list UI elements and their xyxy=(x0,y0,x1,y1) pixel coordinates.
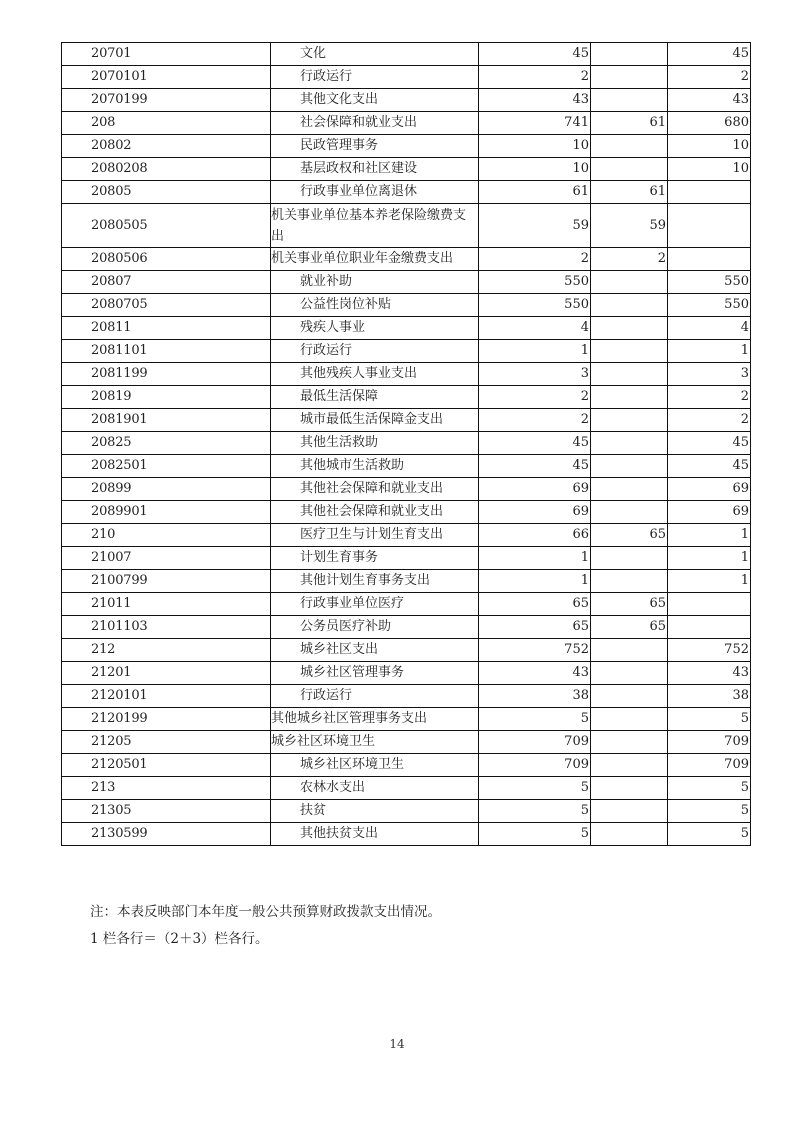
table-row xyxy=(62,593,751,616)
project-expenditure-cell: 709 xyxy=(668,754,751,777)
total-amount-cell: 45 xyxy=(479,455,591,478)
basic-expenditure-cell xyxy=(591,386,668,409)
table-row xyxy=(62,478,751,501)
subject-code-cell: 20805 xyxy=(62,181,271,204)
project-expenditure-cell: 5 xyxy=(668,823,751,846)
project-expenditure-cell: 752 xyxy=(668,639,751,662)
subject-code-cell: 2081199 xyxy=(62,363,271,386)
subject-code-cell: 21011 xyxy=(62,593,271,616)
table-row xyxy=(62,570,751,593)
subject-name-cell: 行政事业单位离退休 xyxy=(271,181,479,204)
total-amount-cell: 43 xyxy=(479,662,591,685)
total-amount-cell: 65 xyxy=(479,593,591,616)
project-expenditure-cell: 2 xyxy=(668,66,751,89)
total-amount-cell: 1 xyxy=(479,340,591,363)
table-row xyxy=(62,731,751,754)
basic-expenditure-cell: 65 xyxy=(591,524,668,547)
basic-expenditure-cell: 61 xyxy=(591,181,668,204)
total-amount-cell: 4 xyxy=(479,317,591,340)
total-amount-cell: 709 xyxy=(479,754,591,777)
total-amount-cell: 5 xyxy=(479,777,591,800)
total-amount-cell: 2 xyxy=(479,248,591,271)
subject-name-cell: 民政管理事务 xyxy=(271,135,479,158)
subject-name-cell: 其他文化支出 xyxy=(271,89,479,112)
subject-name-cell: 行政运行 xyxy=(271,340,479,363)
table-row xyxy=(62,524,751,547)
total-amount-cell: 43 xyxy=(479,89,591,112)
subject-code-cell: 210 xyxy=(62,524,271,547)
table-row xyxy=(62,754,751,777)
subject-name-cell: 计划生育事务 xyxy=(271,547,479,570)
basic-expenditure-cell: 59 xyxy=(591,204,668,248)
budget-expenditure-table xyxy=(61,42,751,846)
table-row xyxy=(62,777,751,800)
page-number: 14 xyxy=(389,1037,405,1051)
basic-expenditure-cell xyxy=(591,432,668,455)
project-expenditure-cell xyxy=(668,181,751,204)
basic-expenditure-cell xyxy=(591,777,668,800)
subject-code-cell: 2081101 xyxy=(62,340,271,363)
basic-expenditure-cell xyxy=(591,639,668,662)
subject-name-cell: 行政事业单位医疗 xyxy=(271,593,479,616)
total-amount-cell: 69 xyxy=(479,478,591,501)
total-amount-cell: 3 xyxy=(479,363,591,386)
subject-name-cell: 机关事业单位职业年金缴费支出 xyxy=(271,248,479,271)
project-expenditure-cell: 10 xyxy=(668,158,751,181)
total-amount-cell: 10 xyxy=(479,135,591,158)
subject-code-cell: 20802 xyxy=(62,135,271,158)
total-amount-cell: 5 xyxy=(479,823,591,846)
total-amount-cell: 1 xyxy=(479,570,591,593)
project-expenditure-cell: 3 xyxy=(668,363,751,386)
subject-code-cell: 21305 xyxy=(62,800,271,823)
total-amount-cell: 10 xyxy=(479,158,591,181)
basic-expenditure-cell xyxy=(591,271,668,294)
subject-name-cell: 其他城乡社区管理事务支出 xyxy=(271,708,479,731)
basic-expenditure-cell xyxy=(591,501,668,524)
table-body xyxy=(62,43,751,846)
project-expenditure-cell: 680 xyxy=(668,112,751,135)
project-expenditure-cell: 1 xyxy=(668,547,751,570)
subject-name-cell: 社会保障和就业支出 xyxy=(271,112,479,135)
table-row xyxy=(62,43,751,66)
table-row xyxy=(62,204,751,248)
subject-code-cell: 20807 xyxy=(62,271,271,294)
basic-expenditure-cell xyxy=(591,135,668,158)
basic-expenditure-cell xyxy=(591,89,668,112)
subject-name-cell: 残疾人事业 xyxy=(271,317,479,340)
total-amount-cell: 5 xyxy=(479,800,591,823)
table-row xyxy=(62,363,751,386)
basic-expenditure-cell xyxy=(591,363,668,386)
subject-name-cell: 其他扶贫支出 xyxy=(271,823,479,846)
basic-expenditure-cell xyxy=(591,317,668,340)
subject-code-cell: 20811 xyxy=(62,317,271,340)
project-expenditure-cell: 2 xyxy=(668,409,751,432)
subject-code-cell: 2081901 xyxy=(62,409,271,432)
project-expenditure-cell: 38 xyxy=(668,685,751,708)
basic-expenditure-cell xyxy=(591,754,668,777)
table-row xyxy=(62,294,751,317)
table-row xyxy=(62,181,751,204)
subject-name-cell: 扶贫 xyxy=(271,800,479,823)
table-row xyxy=(62,455,751,478)
project-expenditure-cell: 709 xyxy=(668,731,751,754)
basic-expenditure-cell: 2 xyxy=(591,248,668,271)
total-amount-cell: 2 xyxy=(479,386,591,409)
basic-expenditure-cell xyxy=(591,547,668,570)
subject-code-cell: 212 xyxy=(62,639,271,662)
project-expenditure-cell: 1 xyxy=(668,340,751,363)
project-expenditure-cell: 45 xyxy=(668,455,751,478)
subject-code-cell: 2130599 xyxy=(62,823,271,846)
subject-code-cell: 2080208 xyxy=(62,158,271,181)
project-expenditure-cell: 69 xyxy=(668,501,751,524)
subject-name-cell: 其他城市生活救助 xyxy=(271,455,479,478)
basic-expenditure-cell xyxy=(591,158,668,181)
subject-name-cell: 最低生活保障 xyxy=(271,386,479,409)
total-amount-cell: 61 xyxy=(479,181,591,204)
subject-code-cell: 21007 xyxy=(62,547,271,570)
subject-name-cell: 其他生活救助 xyxy=(271,432,479,455)
subject-code-cell: 2080506 xyxy=(62,248,271,271)
subject-code-cell: 20825 xyxy=(62,432,271,455)
table-row xyxy=(62,547,751,570)
subject-code-cell: 2070199 xyxy=(62,89,271,112)
total-amount-cell: 2 xyxy=(479,66,591,89)
total-amount-cell: 66 xyxy=(479,524,591,547)
basic-expenditure-cell xyxy=(591,409,668,432)
project-expenditure-cell: 1 xyxy=(668,570,751,593)
total-amount-cell: 709 xyxy=(479,731,591,754)
table-row xyxy=(62,616,751,639)
table-row xyxy=(62,340,751,363)
subject-name-cell: 农林水支出 xyxy=(271,777,479,800)
total-amount-cell: 550 xyxy=(479,271,591,294)
total-amount-cell: 1 xyxy=(479,547,591,570)
subject-name-cell: 城市最低生活保障金支出 xyxy=(271,409,479,432)
subject-code-cell: 2100799 xyxy=(62,570,271,593)
subject-code-cell: 208 xyxy=(62,112,271,135)
total-amount-cell: 550 xyxy=(479,294,591,317)
table-row xyxy=(62,248,751,271)
table-row xyxy=(62,800,751,823)
subject-code-cell: 2082501 xyxy=(62,455,271,478)
subject-name-cell: 文化 xyxy=(271,43,479,66)
project-expenditure-cell: 43 xyxy=(668,662,751,685)
subject-name-cell: 就业补助 xyxy=(271,271,479,294)
subject-name-cell: 其他计划生育事务支出 xyxy=(271,570,479,593)
table-note: 注：本表反映部门本年度一般公共预算财政拨款支出情况。 xyxy=(90,904,441,920)
subject-name-cell: 行政运行 xyxy=(271,66,479,89)
basic-expenditure-cell xyxy=(591,478,668,501)
project-expenditure-cell: 550 xyxy=(668,294,751,317)
basic-expenditure-cell xyxy=(591,662,668,685)
subject-code-cell: 20899 xyxy=(62,478,271,501)
table-row xyxy=(62,501,751,524)
project-expenditure-cell: 1 xyxy=(668,524,751,547)
subject-code-cell: 2089901 xyxy=(62,501,271,524)
subject-code-cell: 2120501 xyxy=(62,754,271,777)
basic-expenditure-cell xyxy=(591,570,668,593)
project-expenditure-cell: 550 xyxy=(668,271,751,294)
subject-name-cell: 公务员医疗补助 xyxy=(271,616,479,639)
basic-expenditure-cell xyxy=(591,800,668,823)
table-row xyxy=(62,708,751,731)
subject-name-cell: 其他残疾人事业支出 xyxy=(271,363,479,386)
subject-name-cell: 行政运行 xyxy=(271,685,479,708)
basic-expenditure-cell xyxy=(591,43,668,66)
basic-expenditure-cell xyxy=(591,340,668,363)
project-expenditure-cell xyxy=(668,204,751,248)
project-expenditure-cell: 5 xyxy=(668,800,751,823)
basic-expenditure-cell xyxy=(591,294,668,317)
subject-code-cell: 2101103 xyxy=(62,616,271,639)
basic-expenditure-cell xyxy=(591,685,668,708)
table-row xyxy=(62,89,751,112)
total-amount-cell: 741 xyxy=(479,112,591,135)
table-row xyxy=(62,823,751,846)
subject-code-cell: 20819 xyxy=(62,386,271,409)
table-row xyxy=(62,135,751,158)
project-expenditure-cell: 43 xyxy=(668,89,751,112)
project-expenditure-cell xyxy=(668,248,751,271)
project-expenditure-cell: 5 xyxy=(668,777,751,800)
subject-name-cell: 其他社会保障和就业支出 xyxy=(271,501,479,524)
table-row xyxy=(62,639,751,662)
project-expenditure-cell: 2 xyxy=(668,386,751,409)
table-row xyxy=(62,66,751,89)
total-amount-cell: 5 xyxy=(479,708,591,731)
table-row xyxy=(62,271,751,294)
basic-expenditure-cell: 61 xyxy=(591,112,668,135)
subject-code-cell: 2080505 xyxy=(62,204,271,248)
table-row xyxy=(62,409,751,432)
basic-expenditure-cell xyxy=(591,731,668,754)
project-expenditure-cell: 10 xyxy=(668,135,751,158)
basic-expenditure-cell xyxy=(591,823,668,846)
basic-expenditure-cell: 65 xyxy=(591,593,668,616)
total-amount-cell: 38 xyxy=(479,685,591,708)
project-expenditure-cell xyxy=(668,593,751,616)
total-amount-cell: 45 xyxy=(479,43,591,66)
subject-name-cell: 城乡社区环境卫生 xyxy=(271,754,479,777)
project-expenditure-cell xyxy=(668,616,751,639)
subject-name-cell: 基层政权和社区建设 xyxy=(271,158,479,181)
total-amount-cell: 2 xyxy=(479,409,591,432)
subject-code-cell: 20701 xyxy=(62,43,271,66)
basic-expenditure-cell xyxy=(591,708,668,731)
total-amount-cell: 59 xyxy=(479,204,591,248)
table-row xyxy=(62,112,751,135)
subject-name-cell: 城乡社区管理事务 xyxy=(271,662,479,685)
subject-code-cell: 213 xyxy=(62,777,271,800)
subject-code-cell: 2070101 xyxy=(62,66,271,89)
subject-code-cell: 21205 xyxy=(62,731,271,754)
table-row xyxy=(62,386,751,409)
subject-code-cell: 2120199 xyxy=(62,708,271,731)
total-amount-cell: 45 xyxy=(479,432,591,455)
table-row xyxy=(62,662,751,685)
column-formula-note: 1 栏各行＝（2＋3）栏各行。 xyxy=(90,931,269,947)
subject-name-cell: 机关事业单位基本养老保险缴费支出 xyxy=(271,204,479,248)
total-amount-cell: 65 xyxy=(479,616,591,639)
project-expenditure-cell: 69 xyxy=(668,478,751,501)
total-amount-cell: 752 xyxy=(479,639,591,662)
subject-name-cell: 其他社会保障和就业支出 xyxy=(271,478,479,501)
project-expenditure-cell: 5 xyxy=(668,708,751,731)
basic-expenditure-cell: 65 xyxy=(591,616,668,639)
basic-expenditure-cell xyxy=(591,455,668,478)
table-row xyxy=(62,432,751,455)
subject-name-cell: 城乡社区环境卫生 xyxy=(271,731,479,754)
subject-name-cell: 城乡社区支出 xyxy=(271,639,479,662)
table-row xyxy=(62,158,751,181)
project-expenditure-cell: 4 xyxy=(668,317,751,340)
basic-expenditure-cell xyxy=(591,66,668,89)
subject-code-cell: 21201 xyxy=(62,662,271,685)
table-row xyxy=(62,317,751,340)
project-expenditure-cell: 45 xyxy=(668,432,751,455)
subject-name-cell: 公益性岗位补贴 xyxy=(271,294,479,317)
subject-code-cell: 2120101 xyxy=(62,685,271,708)
project-expenditure-cell: 45 xyxy=(668,43,751,66)
total-amount-cell: 69 xyxy=(479,501,591,524)
subject-name-cell: 医疗卫生与计划生育支出 xyxy=(271,524,479,547)
subject-code-cell: 2080705 xyxy=(62,294,271,317)
table-row xyxy=(62,685,751,708)
